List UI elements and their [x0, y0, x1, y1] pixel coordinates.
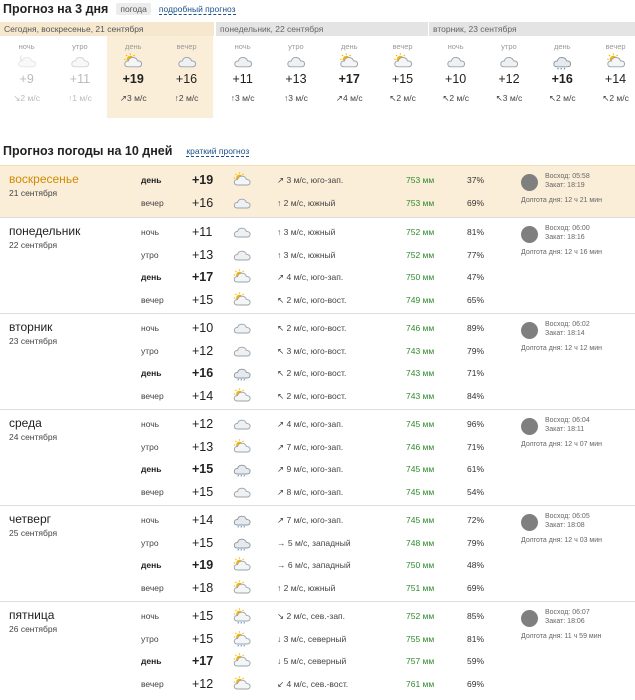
row-humidity: 72%: [467, 515, 485, 525]
three-day-forecast: [0, 22, 635, 118]
row-wind: ↖ 2 м/с, юго-вост.: [277, 390, 347, 401]
slot-period: день: [124, 42, 142, 51]
sunset-time: Закат: 18:08: [545, 522, 585, 529]
cloudy-icon: [445, 53, 467, 70]
slot-wind: ↖2 м/с: [442, 93, 469, 103]
forecast-row: [0, 650, 635, 672]
partly-cloudy-icon: [232, 169, 252, 191]
row-period: ночь: [141, 323, 160, 333]
forecast-slot: [216, 36, 269, 118]
row-wind: ↑ 2 м/с, южный: [277, 197, 336, 208]
sunset-time: Закат: 18:16: [545, 234, 585, 241]
row-pressure: 746 мм: [406, 441, 435, 452]
row-wind: ↗ 4 м/с, юго-зап.: [277, 419, 344, 429]
partly-cloudy-icon: [122, 53, 144, 70]
forecast-row: [0, 362, 635, 384]
forecast-slot: [482, 36, 535, 118]
slot-wind: ↖2 м/с: [548, 93, 576, 103]
row-period: вечер: [141, 197, 164, 208]
row-temperature: +17: [192, 270, 214, 284]
partly-cloudy-icon: [232, 650, 252, 672]
row-wind: ↘ 2 м/с, сев.-зап.: [277, 611, 346, 621]
slot-temperature: +16: [175, 72, 198, 86]
row-wind: ↖ 2 м/с, юго-вост.: [277, 294, 347, 305]
cloudy-night-icon: [16, 53, 38, 70]
row-humidity: 81%: [467, 227, 485, 237]
row-period: ночь: [141, 611, 160, 621]
row-pressure: 745 мм: [406, 486, 435, 497]
row-period: вечер: [141, 582, 164, 593]
three-day-header: [3, 1, 236, 17]
row-humidity: 96%: [467, 419, 485, 429]
row-wind: → 6 м/с, западный: [277, 560, 351, 570]
row-temperature: +13: [192, 247, 214, 262]
sunset-time: Закат: 18:19: [545, 182, 585, 189]
day-length: Долгота дня: 11 ч 59 мин: [521, 633, 602, 640]
sunrise-sunset: [545, 320, 590, 338]
day-name: вторник: [9, 320, 53, 334]
slot-temperature: +13: [285, 72, 307, 86]
cloudy-icon: [232, 317, 252, 339]
row-humidity: 37%: [467, 175, 485, 185]
row-humidity: 84%: [467, 390, 485, 401]
day-name: пятница: [9, 608, 55, 622]
row-period: утро: [141, 537, 159, 548]
rain-icon: [232, 362, 252, 384]
day-block: [0, 165, 635, 217]
forecast-slot: [53, 36, 106, 118]
rain-icon: [232, 509, 252, 531]
cloudy-icon: [232, 53, 254, 70]
row-pressure: 743 мм: [406, 390, 435, 401]
row-period: утро: [141, 249, 159, 260]
slot-period: ночь: [234, 42, 251, 51]
rain-icon: [232, 532, 252, 554]
forecast-row: [0, 554, 635, 576]
row-temperature: +19: [192, 173, 214, 187]
row-pressure: 757 мм: [406, 656, 435, 666]
slot-temperature: +17: [338, 72, 360, 86]
row-humidity: 59%: [467, 656, 485, 666]
row-humidity: 48%: [467, 560, 485, 570]
sunrise-time: Восход: 05:58: [545, 173, 590, 180]
row-wind: ↙ 4 м/с, сев.-вост.: [277, 678, 349, 689]
slot-temperature: +15: [391, 72, 414, 86]
day-date: 23 сентября: [9, 336, 58, 346]
row-humidity: 71%: [467, 441, 485, 452]
forecast-row: [0, 385, 635, 407]
forecast-row: [0, 169, 635, 191]
row-pressure: 752 мм: [406, 249, 435, 260]
slot-period: день: [553, 42, 571, 51]
day-length: Долгота дня: 12 ч 03 мин: [521, 537, 603, 544]
row-pressure: 743 мм: [406, 345, 435, 356]
forecast-row: [0, 289, 635, 311]
slot-period: утро: [72, 42, 88, 51]
forecast-row: [0, 673, 635, 695]
row-pressure: 750 мм: [406, 272, 435, 282]
slot-wind: ↑1 м/с: [68, 93, 92, 103]
row-pressure: 748 мм: [406, 537, 435, 548]
slot-temperature: +12: [498, 72, 520, 86]
row-period: утро: [141, 633, 159, 644]
sunrise-time: Восход: 06:02: [545, 321, 590, 328]
day-name: понедельник: [9, 224, 81, 238]
row-temperature: +16: [192, 195, 214, 210]
partly-cloudy-icon: [232, 554, 252, 576]
row-humidity: 79%: [467, 537, 485, 548]
row-pressure: 749 мм: [406, 294, 435, 305]
row-temperature: +17: [192, 654, 214, 668]
day-name: четверг: [9, 512, 51, 526]
row-pressure: 743 мм: [406, 368, 435, 378]
day-date: 24 сентября: [9, 432, 58, 442]
slot-period: вечер: [392, 42, 413, 51]
row-pressure: 746 мм: [406, 323, 435, 333]
slot-period: утро: [288, 42, 304, 51]
row-temperature: +12: [192, 343, 214, 358]
row-humidity: 69%: [467, 582, 485, 593]
partly-cloudy-icon: [232, 266, 252, 288]
slot-wind: ↖2 м/с: [389, 93, 416, 103]
row-humidity: 77%: [467, 249, 485, 260]
day-header-2: вторник, 23 сентября: [429, 22, 635, 36]
row-temperature: +12: [192, 676, 214, 691]
day-length: Долгота дня: 12 ч 21 мин: [521, 197, 603, 204]
row-period: вечер: [141, 390, 164, 401]
slot-period: ночь: [18, 42, 35, 51]
row-pressure: 753 мм: [406, 175, 435, 185]
partly-cloudy-icon: [232, 436, 252, 458]
row-temperature: +12: [192, 417, 214, 431]
row-pressure: 753 мм: [406, 197, 435, 208]
forecast-slot: [269, 36, 322, 118]
sunrise-time: Восход: 06:05: [545, 513, 590, 520]
forecast-row: [0, 266, 635, 288]
cloudy-icon: [232, 221, 252, 243]
row-wind: ↑ 3 м/с, южный: [277, 249, 336, 260]
partly-cloudy-icon: [605, 53, 627, 70]
row-period: утро: [141, 441, 159, 452]
row-humidity: 61%: [467, 464, 485, 474]
forecast-slot: [376, 36, 429, 118]
partly-cloudy-icon: [392, 53, 414, 70]
row-humidity: 54%: [467, 486, 485, 497]
cloudy-icon: [232, 340, 252, 362]
row-temperature: +18: [192, 580, 214, 595]
row-temperature: +13: [192, 439, 214, 454]
row-wind: ↖ 2 м/с, юго-вост.: [277, 368, 347, 378]
cloudy-icon: [232, 192, 252, 214]
forecast-slot: [536, 36, 589, 118]
row-pressure: 752 мм: [406, 611, 435, 621]
ten-day-header: [3, 143, 249, 159]
row-temperature: +15: [192, 484, 214, 499]
row-period: ночь: [141, 419, 160, 429]
row-wind: ↗ 3 м/с, юго-зап.: [277, 175, 344, 185]
sunset-time: Закат: 18:14: [545, 330, 585, 337]
slot-wind: ↘2 м/с: [13, 93, 40, 103]
row-wind: → 5 м/с, западный: [277, 537, 351, 548]
sunset-time: Закат: 18:11: [545, 426, 585, 433]
row-pressure: 751 мм: [406, 582, 435, 593]
day-block: [0, 601, 635, 697]
slot-period: день: [340, 42, 358, 51]
row-period: вечер: [141, 294, 164, 305]
row-temperature: +15: [192, 462, 214, 476]
slot-temperature: +14: [604, 72, 627, 86]
forecast-row: [0, 317, 635, 339]
row-temperature: +14: [192, 513, 214, 527]
partly-rain-icon: [232, 628, 252, 650]
moon-phase-icon: [521, 226, 538, 243]
row-wind: ↗ 9 м/с, юго-зап.: [277, 464, 344, 474]
day-date: 25 сентября: [9, 528, 58, 538]
row-wind: ↗ 4 м/с, юго-зап.: [277, 272, 344, 282]
row-period: ночь: [141, 227, 160, 237]
slot-temperature: +19: [122, 72, 144, 86]
row-period: день: [141, 560, 162, 570]
day-block: [0, 313, 635, 409]
row-temperature: +10: [192, 321, 214, 335]
row-temperature: +15: [192, 631, 214, 646]
sunrise-time: Восход: 06:07: [545, 609, 590, 616]
row-temperature: +15: [192, 609, 214, 623]
moon-phase-icon: [521, 514, 538, 531]
slot-wind: ↗3 м/с: [119, 93, 147, 103]
row-wind: ↖ 3 м/с, юго-вост.: [277, 345, 347, 356]
row-temperature: +19: [192, 558, 214, 572]
row-pressure: 745 мм: [406, 419, 435, 429]
brief-forecast-link[interactable]: краткий прогноз: [186, 145, 250, 156]
day-length: Долгота дня: 12 ч 16 мин: [521, 249, 603, 256]
day-block: [0, 505, 635, 601]
row-humidity: 89%: [467, 323, 485, 333]
rain-icon: [551, 53, 573, 70]
row-humidity: 47%: [467, 272, 485, 282]
day-date: 26 сентября: [9, 624, 58, 634]
row-wind: ↗ 8 м/с, юго-зап.: [277, 486, 344, 497]
slot-wind: ↑3 м/с: [230, 93, 255, 103]
forecast-slot: [589, 36, 635, 118]
slot-period: вечер: [176, 42, 197, 51]
forecast-row: [0, 221, 635, 243]
slot-period: вечер: [605, 42, 626, 51]
row-humidity: 65%: [467, 294, 485, 305]
sunrise-sunset: [545, 224, 590, 242]
partly-rain-icon: [232, 605, 252, 627]
forecast-slot: [429, 36, 482, 118]
slot-temperature: +11: [232, 72, 253, 86]
cloudy-icon: [285, 53, 307, 70]
moon-phase-icon: [521, 322, 538, 339]
forecast-slot: [160, 36, 213, 118]
partly-cloudy-icon: [232, 673, 252, 695]
slot-period: утро: [501, 42, 517, 51]
weather-tab[interactable]: погода: [116, 3, 150, 15]
forecast-slot: [323, 36, 376, 118]
sunrise-sunset: [545, 608, 590, 626]
day-header-1: понедельник, 22 сентября: [216, 22, 428, 36]
row-wind: ↓ 3 м/с, северный: [277, 633, 347, 644]
cloudy-icon: [498, 53, 520, 70]
row-pressure: 752 мм: [406, 227, 435, 237]
slot-wind: ↖3 м/с: [495, 93, 523, 103]
partly-cloudy-icon: [232, 385, 252, 407]
slot-temperature: +11: [69, 72, 91, 86]
row-wind: ↑ 3 м/с, южный: [277, 227, 336, 237]
day-date: 22 сентября: [9, 240, 58, 250]
rain-icon: [232, 458, 252, 480]
day-length: Долгота дня: 12 ч 12 мин: [521, 345, 603, 352]
partly-cloudy-icon: [232, 289, 252, 311]
row-wind: ↓ 5 м/с, северный: [277, 656, 347, 666]
row-pressure: 761 мм: [406, 678, 435, 689]
slot-period: ночь: [447, 42, 464, 51]
slot-temperature: +16: [551, 72, 573, 86]
slot-wind: ↗4 м/с: [335, 93, 363, 103]
row-pressure: 745 мм: [406, 515, 435, 525]
row-humidity: 85%: [467, 611, 485, 621]
row-period: вечер: [141, 486, 164, 497]
day-date: 21 сентября: [9, 188, 58, 198]
sunrise-sunset: [545, 416, 590, 434]
row-wind: ↑ 2 м/с, южный: [277, 582, 336, 593]
row-pressure: 750 мм: [406, 560, 435, 570]
cloudy-icon: [232, 413, 252, 435]
moon-phase-icon: [521, 418, 538, 435]
forecast-row: [0, 509, 635, 531]
day-header-0: Сегодня, воскресенье, 21 сентября: [0, 22, 214, 36]
row-period: утро: [141, 345, 159, 356]
sunrise-sunset: [545, 512, 590, 530]
cloudy-icon: [232, 481, 252, 503]
slot-temperature: +9: [19, 72, 34, 86]
row-humidity: 69%: [467, 197, 485, 208]
row-temperature: +14: [192, 388, 214, 403]
partly-cloudy-icon: [338, 53, 360, 70]
row-temperature: +16: [192, 366, 214, 380]
day-length: Долгота дня: 12 ч 07 мин: [521, 441, 603, 448]
slot-wind: ↑2 м/с: [174, 93, 199, 103]
forecast-row: [0, 577, 635, 599]
day-block: [0, 409, 635, 505]
row-temperature: +11: [192, 225, 213, 239]
ten-day-title: Прогноз погоды на 10 дней: [3, 144, 173, 158]
row-wind: ↗ 7 м/с, юго-зап.: [277, 441, 344, 452]
row-period: день: [141, 368, 162, 378]
forecast-row: [0, 413, 635, 435]
row-period: день: [141, 272, 162, 282]
row-wind: ↗ 7 м/с, юго-зап.: [277, 515, 344, 525]
slot-wind: ↖2 м/с: [602, 93, 629, 103]
day-name: воскресенье: [9, 172, 79, 186]
moon-phase-icon: [521, 174, 538, 191]
sunrise-sunset: [545, 172, 590, 190]
detailed-forecast-link[interactable]: подробный прогноз: [158, 3, 236, 14]
slot-temperature: +10: [445, 72, 467, 86]
forecast-slot: [0, 36, 53, 118]
forecast-row: [0, 481, 635, 503]
row-pressure: 755 мм: [406, 633, 435, 644]
row-temperature: +15: [192, 535, 214, 550]
row-temperature: +15: [192, 292, 214, 307]
row-humidity: 79%: [467, 345, 485, 356]
row-period: вечер: [141, 678, 164, 689]
sunrise-time: Восход: 06:04: [545, 417, 590, 424]
moon-phase-icon: [521, 610, 538, 627]
row-wind: ↖ 2 м/с, юго-вост.: [277, 323, 347, 333]
forecast-row: [0, 458, 635, 480]
row-humidity: 71%: [467, 368, 485, 378]
cloudy-icon: [176, 53, 198, 70]
row-humidity: 69%: [467, 678, 485, 689]
forecast-slot: [107, 36, 160, 118]
row-period: ночь: [141, 515, 160, 525]
row-period: день: [141, 464, 162, 474]
partly-cloudy-icon: [232, 577, 252, 599]
row-humidity: 81%: [467, 633, 485, 644]
row-period: день: [141, 656, 162, 666]
cloudy-icon: [69, 53, 91, 70]
day-block: [0, 217, 635, 313]
row-period: день: [141, 175, 162, 185]
sunset-time: Закат: 18:06: [545, 618, 585, 625]
cloudy-icon: [232, 244, 252, 266]
slot-wind: ↑3 м/с: [284, 93, 308, 103]
row-pressure: 745 мм: [406, 464, 435, 474]
forecast-row: [0, 605, 635, 627]
three-day-title: Прогноз на 3 дня: [3, 2, 109, 16]
day-name: среда: [9, 416, 42, 430]
sunrise-time: Восход: 06:00: [545, 225, 590, 232]
